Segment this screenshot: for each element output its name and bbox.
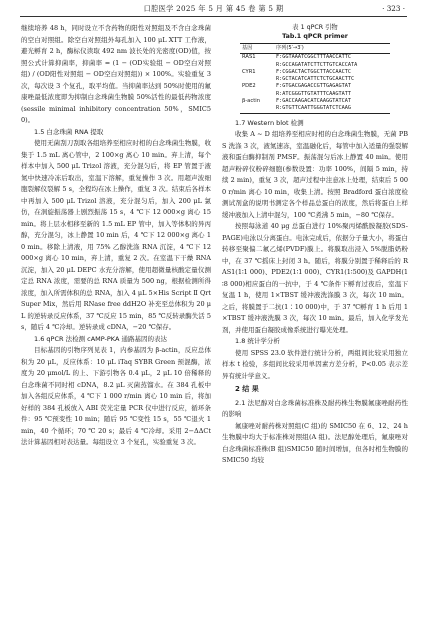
paragraph-rna-extraction: 使用无菌刮刀刮取各组培养至相应时相的白念珠菌生物膜，收集于 1.5 mL 离心管中，2 100×g 离心 10 min。弃上清，每个样本中加入 500 μL Trizol 溶液，充分混匀后，将 EP 管置于液氮中快速冷冻后取出，室温下溶解，重复操作 3 次。用超声波细胞裂解仪裂解 5 s，全程均在冰上操作，重复 3 次。结束后各样本中再加入 500 μL Trizol 溶液，充分混匀后，加入 200 μL 氯仿，在涡旋振荡器上剧烈振荡 15 s，4 ℃下 12 000×g 离心 15 min。将上层水相移至新的 1.5 mL EP 管中，加入等体积的异丙醇，充分混匀，冰上静置 10 min 后，4 ℃下 12 000×g 离心 10 min。移除上清液，用 75% 乙醇洗涤 RNA 沉淀，4 ℃下 12 000×g 离心 10 min，弃上清，重复 2 次。在室温下干燥 RNA 沉淀，加入 20 μL DEPC 水充分溶解，使用超微量核酸定量仪测定总 RNA 浓度，需要的总 RNA 质量为 500 ng，根据检测所得浓度，加入所需体积的总 RNA，加入 4 μL 5×His Script Ⅱ Qrt Super Mix，然后用 RNase free ddH2O 补充至总体积为 20 μL 的逆转录反应体系，37 ℃反应 15 min，85 ℃反转录酶失活 5 s，随后 4 ℃冷却。逆转录成 cDNA，−20 ℃保存。 bbox=[21, 139, 211, 331]
section-heading-2: 2 结 果 bbox=[235, 385, 259, 394]
sequence-cell: F:CGGACTACTGGCTTACCAACTC bbox=[276, 68, 351, 75]
paragraph-qpcr: 目标基因的引物序列见表 1，内参基因为 β-actin，反应总体积为 20 μL，反应体系：10 μL iTaq SYBR Green 预混酶，浓度为 20 μmol/L 的上、下游引物各 0.4 μL，2 μL 10 倍稀释的白念珠菌不同时相 cDNA，8.2 μL 灭菌蒸馏水。在 384 孔板中加入各组反应体系，4 ℃下 1 000 r/min 离心 10 min 后，将加好样的 384 孔板放入 ABI 荧光定量 PCR 仪中进行反应，循环条件：95 ℃预变性 10 min；随后 95 ℃变性 15 s，55 ℃退火 1 min，40 个循环；70 ℃ 20 s；最后 4 ℃冷却。采用 2−ΔΔCt 法计算基因相对表达量。每组设立 3 个复孔，实验重复 3 次。 bbox=[21, 346, 211, 446]
gene-cell bbox=[240, 91, 274, 98]
gene-cell bbox=[240, 76, 274, 83]
paragraph-western-blot: 按照每泳道 40 μg 总蛋白进行 10%聚丙烯酰胺凝胶(SDS-PAGE)电泳以分离蛋白。电泳完成后，依据分子量大小，将蛋白转移至聚偏二氟乙烯(PVDF)膜上。将膜取出浸入 5%脱脂奶粉中，在 37 ℃摇床上封闭 3 h。随后，将膜分别置于稀释后的 RAS1(1∶1 000)、PDE2(1∶1 000)、CYR1(1∶500)及 GAPDH(1∶8 000)相应蛋白的一抗中，于 4 ℃条件下孵育过夜后，室温下复温 1 h，使用 1×TBST 缓冲液洗涤膜 3 次，每次 10 min。之后，将膜置于二抗(1∶10 000)中，于 37 ℃孵育 1 h 后用 1×TBST 缓冲液洗膜 3 次，每次 10 min。最后，加入化学发光剂，并使用蛋白凝胶成像系统进行曝光处理。 bbox=[222, 222, 408, 334]
section-heading-2-1: 2.1 法尼醇对白念珠菌标准株及耐药株生物膜氟康唑耐药性的影响 bbox=[222, 398, 408, 419]
right-column bbox=[222, 23, 408, 467]
header-rule bbox=[20, 16, 407, 17]
table-row bbox=[240, 62, 390, 69]
paragraph-western-prep: 收集 A ~ D 组培养至相应时相的白念珠菌生物膜，无菌 PBS 洗涤 3 次，液氮速冻，室温融化后，每管中加入适量的强裂解液和蛋白酶抑制剂 PMSF。振荡混匀后冰上静置 40 min。使用超声粉碎仪粉碎细胞(参数设置：功率 100%，间隔 5 min，持续 2 min)，重复 3 次，超声过程中注意冰上处理，结束后 5 000 r/min 离心 10 min，收集上清。按照 Bradford 蛋白浓度检测试剂盒的说明书测定各个样品总蛋白的浓度，然后将蛋白上样缓冲液加入上清中混匀，100 ℃煮沸 5 min，−80 ℃保存。 bbox=[222, 130, 408, 219]
section-heading-1-8: 1.8 统计学分析 bbox=[235, 337, 280, 346]
table-row bbox=[240, 54, 390, 62]
sequence-cell: F:GACCAAGACATCAAGGTATCAT bbox=[276, 98, 351, 105]
sequence-cell: R:GCCAGATATCTTCTTGTCACCATA bbox=[276, 61, 358, 68]
column-header-sequence: 序列(5′→3′) bbox=[274, 44, 390, 54]
table-title-cn: 表 1 qPCR 引物 bbox=[292, 24, 338, 31]
sequence-cell: R:GTGTTCAATTGGGTATCTCAAG bbox=[274, 105, 390, 113]
sequence-cell: F:GTGACGAGACCGTTGAGAGTAT bbox=[276, 83, 351, 90]
gene-cell: CYR1 bbox=[242, 68, 256, 75]
left-column bbox=[21, 23, 211, 449]
gene-cell: PDE2 bbox=[242, 83, 256, 90]
gene-cell bbox=[240, 105, 274, 113]
gene-cell: RAS1 bbox=[242, 54, 256, 61]
table-row bbox=[240, 69, 390, 76]
table-row bbox=[240, 91, 390, 98]
paragraph-statistics: 使用 SPSS 23.0 软件进行统计分析，两组间比较采用独立样本 t 检验，多组间比较采用单因素方差分析，P<0.05 表示差异有统计学意义。 bbox=[222, 348, 408, 380]
table-1 bbox=[222, 23, 408, 114]
page-header bbox=[0, 0, 427, 20]
section-heading-1-6: 1.6 qPCR 法检测 cAMP-PKA 通路基因的表达 bbox=[34, 334, 167, 343]
table-title-en: Tab.1 qPCR primer bbox=[282, 33, 348, 40]
section-heading-1-5: 1.5 白念珠菌 RNA 提取 bbox=[34, 127, 104, 136]
sequence-cell: R:ATCGGGTTGTATTTCAAGTATT bbox=[276, 90, 351, 97]
table-row bbox=[240, 105, 390, 113]
gene-cell: β-actin bbox=[242, 98, 260, 105]
paragraph-results-2-1: 氟康唑对耐药株对照组(C 组)的 SMIC50 在 6、12、24 h 生物膜中均大于标准株对照组(A 组)。法尼醇处理后，氟康唑对白念珠菌标准株(B 组)SMIC50 随时间增加，但各时相生物膜的 SMIC50 均较 bbox=[222, 421, 408, 465]
sequence-cell: F:GGTAAATCGGCTTTAACCATTC bbox=[276, 54, 351, 61]
table-row bbox=[240, 76, 390, 83]
table-row bbox=[240, 98, 390, 105]
table-row bbox=[240, 83, 390, 90]
section-heading-1-7: 1.7 Western blot 检测 bbox=[235, 118, 304, 127]
paragraph-xtt-assay: 继续培养 48 h，同时设立不含药物的阳性对照组及不含白念珠菌的空白对照组。除空白对照组外每孔加入 100 μL XTT 工作液，避光孵育 2 h，酶标仪读取 492 nm 波长处的光密度(OD)值，按照公式计算抑菌率，抑菌率 = (1 − (OD实验组 − OD空白对照组) / (OD阳性对照组 − OD空白对照组)) × 100%。实验重复 3 次，每次设 3 个复孔，取平均值。当抑菌率达到 50%时使用的氟康唑最低浓度即为抑制白念珠菌生物膜 50%活性的最低药物浓度(sessile minimal inhibitory concentration 50%，SMIC50)。 bbox=[21, 24, 211, 124]
primer-table bbox=[240, 43, 390, 114]
sequence-cell: R:GCTACATCATTCTCTGCAACTTC bbox=[276, 76, 355, 83]
page-number: · 323 · bbox=[382, 4, 405, 13]
column-header-gene: 基因 bbox=[240, 44, 274, 54]
gene-cell bbox=[240, 62, 274, 69]
journal-info: 口腔医学 2025 年 5 月 第 45 卷 第 5 期 bbox=[143, 4, 284, 13]
